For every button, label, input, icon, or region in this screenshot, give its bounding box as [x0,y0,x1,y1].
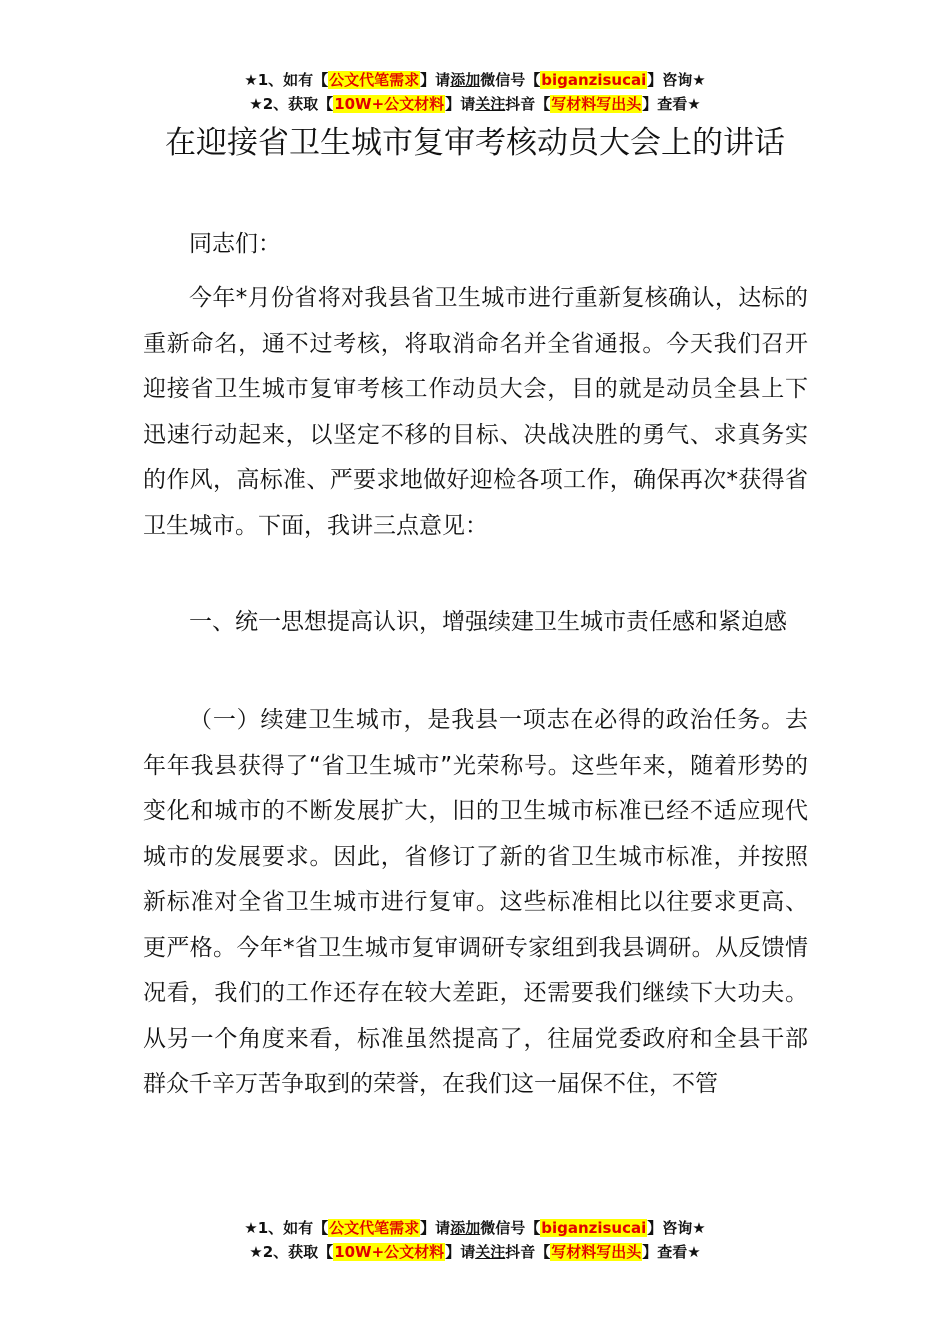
document-title: 在迎接省卫生城市复审考核动员大会上的讲话 [165,125,785,161]
promo-line-1 [0,68,950,92]
promo-highlight: 公文代笔需求 [329,1219,420,1237]
promo-text: ★1、如有【 [244,71,329,89]
paragraph-subsection-1 [143,698,808,1108]
promo-text: 微信号【 [480,71,541,89]
promo-line-2 [0,1240,950,1264]
promo-underlined: 添加 [450,71,481,89]
promo-text: ★1、如有【 [244,1219,329,1237]
promo-text: ★2、获取【 [249,1243,334,1261]
promo-highlight: 公文代笔需求 [329,71,420,89]
promo-underlined: 关注 [475,1243,506,1261]
header-promo-banner [0,68,950,116]
paragraph: 今年*月份省将对我县省卫生城市进行重新复核确认，达标的重新命名，通不过考核，将取消命名并全省通报。今天我们召开迎接省卫生城市复审考核工作动员大会，目的就是动员全县上下迅速行动起来，以坚定不移的目标、决战决胜的勇气、求真务实的作风，高标准、严要求地做好迎检各项工作，确保再次*获得省卫生城市。下面，我讲三点意见： [143,285,808,539]
section-heading-1 [143,600,808,646]
paragraph-intro [143,276,808,549]
greeting [143,222,808,268]
promo-text: 抖音【 [505,95,551,113]
promo-highlight: 10W+公文材料 [334,1243,445,1261]
promo-underlined: 添加 [450,1219,481,1237]
promo-line-2 [0,92,950,116]
promo-text: 】请 [445,95,476,113]
promo-underlined: 关注 [475,95,506,113]
promo-text: 微信号【 [480,1219,541,1237]
promo-wechat-id: biganzisucai [541,1219,647,1237]
promo-douyin-id: 写材料写出头 [551,95,642,113]
promo-text: 】咨询★ [647,1219,706,1237]
footer-promo-banner [0,1216,950,1264]
promo-text: ★2、获取【 [249,95,334,113]
promo-douyin-id: 写材料写出头 [551,1243,642,1261]
promo-line-1 [0,1216,950,1240]
promo-text: 】咨询★ [647,71,706,89]
section-heading: 一、统一思想提高认识，增强续建卫生城市责任感和紧迫感 [189,609,787,635]
promo-highlight: 10W+公文材料 [334,95,445,113]
paragraph: （一）续建卫生城市，是我县一项志在必得的政治任务。去年年我县获得了“省卫生城市”光荣称号。这些年来，随着形势的变化和城市的不断发展扩大，旧的卫生城市标准已经不适应现代城市的发展要求。因此，省修订了新的省卫生城市标准，并按照新标准对全省卫生城市进行复审。这些标准相比以往要求更高、更严格。今年*省卫生城市复审调研专家组到我县调研。从反馈情况看，我们的工作还存在较大差距，还需要我们继续下大功夫。从另一个角度来看，标准虽然提高了，往届党委政府和全县干部群众千辛万苦争取到的荣誉，在我们这一届保不住，不管 [143,707,808,1097]
promo-text: 】查看★ [642,1243,701,1261]
promo-text: 抖音【 [505,1243,551,1261]
promo-wechat-id: biganzisucai [541,71,647,89]
promo-text: 】查看★ [642,95,701,113]
promo-text: 】请 [420,1219,451,1237]
promo-text: 】请 [420,71,451,89]
greeting-text: 同志们： [189,231,281,257]
promo-text: 】请 [445,1243,476,1261]
